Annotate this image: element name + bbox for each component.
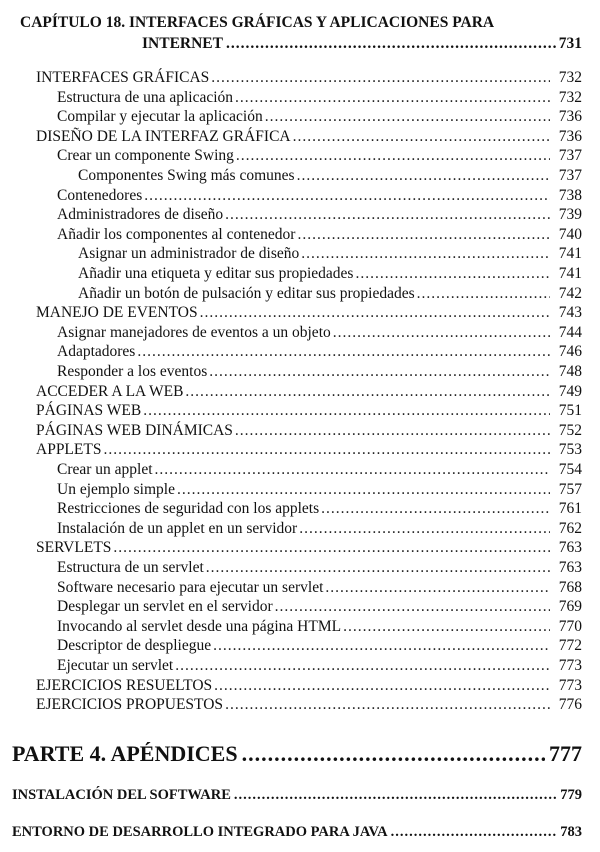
toc-entry [36, 382, 582, 401]
toc-entry [36, 127, 582, 146]
leader-dots [297, 225, 550, 244]
toc-entry [36, 440, 582, 459]
entry-title: Componentes Swing más comunes [78, 167, 295, 184]
entry-page: 751 [558, 402, 582, 420]
appendix-title: INSTALACIÓN DEL SOFTWARE [12, 787, 231, 803]
entry-page: 744 [558, 323, 582, 341]
toc-entry [78, 264, 582, 283]
toc-entry [57, 617, 582, 636]
entry-title: INTERFACES GRÁFICAS [36, 69, 210, 86]
leader-dots [391, 822, 558, 842]
leader-dots [333, 323, 550, 342]
leader-dots [235, 421, 550, 440]
entry-page: 763 [558, 539, 582, 557]
entry-page: 763 [558, 559, 582, 576]
leader-dots [234, 785, 557, 805]
entry-title: Asignar un administrador de diseño [78, 245, 300, 263]
entry-title: EJERCICIOS RESUELTOS [36, 676, 213, 694]
entry-title: Restricciones de seguridad con los applets [57, 500, 320, 518]
toc-entry [57, 597, 582, 616]
entry-page: 742 [558, 284, 582, 302]
entry-page: 772 [558, 637, 582, 655]
toc-entry [57, 186, 582, 205]
entry-title: Desplegar un servlet en el servidor [57, 598, 273, 616]
entry-page: 736 [558, 108, 582, 126]
toc-entry [57, 636, 582, 655]
leader-dots [325, 578, 550, 597]
entry-title: Ejecutar un servlet [57, 657, 174, 674]
leader-dots [177, 480, 550, 499]
entry-title: Añadir los componentes al contenedor [57, 225, 296, 243]
appendix-entry [12, 822, 582, 842]
toc-entry [78, 166, 582, 185]
leader-dots [175, 656, 550, 675]
part-heading [12, 740, 582, 768]
entry-page: 769 [558, 598, 582, 616]
entry-page: 768 [558, 578, 582, 596]
leader-dots [137, 342, 550, 361]
entry-title: Responder a los eventos [57, 363, 208, 380]
entry-page: 740 [558, 225, 582, 243]
entry-page: 743 [558, 304, 582, 322]
toc-entry [57, 578, 582, 597]
toc-entry [36, 303, 582, 322]
toc-entry [57, 88, 582, 107]
entry-title: Compilar y ejecutar la aplicación [57, 108, 263, 126]
entry-title: Añadir una etiqueta y editar sus propiedades [78, 265, 354, 282]
entry-page: 749 [558, 382, 582, 400]
leader-dots [297, 166, 550, 185]
entry-title: Contenedores [57, 186, 143, 204]
toc-entry [57, 656, 582, 675]
entry-title: Instalación de un applet en un servidor [57, 519, 298, 537]
leader-dots [213, 636, 550, 655]
leader-dots [144, 186, 550, 205]
toc-entry [36, 401, 582, 420]
toc-entry [57, 499, 582, 518]
leader-dots [242, 740, 545, 768]
toc-entry [36, 538, 582, 557]
appendix-entry [12, 785, 582, 805]
entry-page: 757 [558, 480, 582, 498]
appendix-page: 783 [560, 824, 582, 840]
entry-title: PÁGINAS WEB [36, 402, 142, 420]
entry-page: 748 [558, 363, 582, 380]
chapter-title-line1: CAPÍTULO 18. INTERFACES GRÁFICAS Y APLICACIONES PARA [20, 14, 495, 31]
appendix-page: 779 [560, 787, 582, 803]
entry-title: Añadir un botón de pulsación y editar sus propiedades [78, 284, 415, 302]
leader-dots [200, 303, 550, 322]
entry-title: Adaptadores [57, 343, 136, 361]
entry-page: 741 [558, 245, 582, 263]
toc-entry [57, 205, 582, 224]
chapter-heading [12, 12, 582, 54]
entry-title: PÁGINAS WEB DINÁMICAS [36, 421, 233, 439]
part-page: 777 [549, 741, 582, 766]
toc-entry [57, 107, 582, 126]
toc-entry [57, 519, 582, 538]
appendix-title: ENTORNO DE DESARROLLO INTEGRADO PARA JAVA [12, 824, 388, 840]
toc-entry [57, 460, 582, 479]
entry-page: 741 [558, 265, 582, 282]
leader-dots [113, 538, 550, 557]
entry-page: 761 [558, 500, 582, 518]
entry-title: APPLETS [36, 441, 102, 459]
entry-title: Estructura de un servlet [57, 559, 204, 576]
entry-page: 776 [558, 696, 582, 714]
toc-entry [36, 676, 582, 695]
part-title: PARTE 4. APÉNDICES [12, 741, 238, 766]
toc-entry [57, 323, 582, 342]
leader-dots [343, 617, 550, 636]
toc-entry [57, 342, 582, 361]
entry-page: 732 [558, 88, 582, 106]
entry-title: Software necesario para ejecutar un servlet [57, 578, 324, 596]
entry-title: Crear un componente Swing [57, 147, 234, 165]
entry-title: Invocando al servlet desde una página HTML [57, 617, 342, 635]
leader-dots [214, 676, 550, 695]
entry-page: 736 [558, 127, 582, 145]
leader-dots [321, 499, 550, 518]
entry-page: 773 [558, 657, 582, 674]
entry-page: 754 [558, 461, 582, 478]
leader-dots [275, 597, 550, 616]
entry-title: ACCEDER A LA WEB [36, 382, 184, 400]
toc-entry [36, 68, 582, 87]
chapter-page: 731 [558, 35, 582, 52]
leader-dots [299, 519, 550, 538]
entry-title: Un ejemplo simple [57, 480, 175, 498]
leader-dots [206, 558, 550, 577]
leader-dots [235, 88, 550, 107]
leader-dots [103, 440, 550, 459]
toc-entry [57, 480, 582, 499]
leader-dots [417, 284, 550, 303]
entry-page: 739 [558, 206, 582, 224]
leader-dots [209, 362, 550, 381]
entry-title: DISEÑO DE LA INTERFAZ GRÁFICA [36, 127, 291, 145]
toc-entry [36, 695, 582, 714]
leader-dots [185, 382, 550, 401]
chapter-title-line2-row [12, 33, 582, 54]
leader-dots [236, 146, 550, 165]
entry-title: MANEJO DE EVENTOS [36, 304, 198, 322]
leader-dots [211, 68, 550, 87]
entry-page: 762 [558, 519, 582, 537]
entry-title: Crear un applet [57, 461, 153, 478]
entry-page: 770 [558, 617, 582, 635]
entry-title: Descriptor de despliegue [57, 637, 212, 655]
entry-page: 737 [558, 167, 582, 184]
leader-dots [293, 127, 550, 146]
leader-dots [355, 264, 550, 283]
toc-entry [36, 421, 582, 440]
leader-dots [155, 460, 550, 479]
leader-dots [226, 33, 556, 54]
leader-dots [301, 244, 550, 263]
leader-dots [225, 695, 550, 714]
toc-entry [57, 362, 582, 381]
entry-title: Asignar manejadores de eventos a un objeto [57, 323, 331, 341]
leader-dots [225, 205, 550, 224]
entry-page: 732 [558, 69, 582, 86]
entry-page: 746 [558, 343, 582, 361]
chapter-title-line2: INTERNET [142, 35, 223, 52]
entry-page: 773 [558, 676, 582, 694]
toc-entry [57, 558, 582, 577]
entry-page: 738 [558, 186, 582, 204]
toc-entry [57, 225, 582, 244]
leader-dots [143, 401, 550, 420]
entry-title: Administradores de diseño [57, 206, 224, 224]
leader-dots [265, 107, 550, 126]
toc-entry [57, 146, 582, 165]
toc-entry [78, 244, 582, 263]
entry-title: Estructura de una aplicación [57, 88, 234, 106]
entry-page: 737 [558, 147, 582, 165]
entry-title: SERVLETS [36, 539, 112, 557]
toc-entry [78, 284, 582, 303]
entry-title: EJERCICIOS PROPUESTOS [36, 696, 224, 714]
entry-page: 752 [558, 421, 582, 439]
entry-page: 753 [558, 441, 582, 459]
